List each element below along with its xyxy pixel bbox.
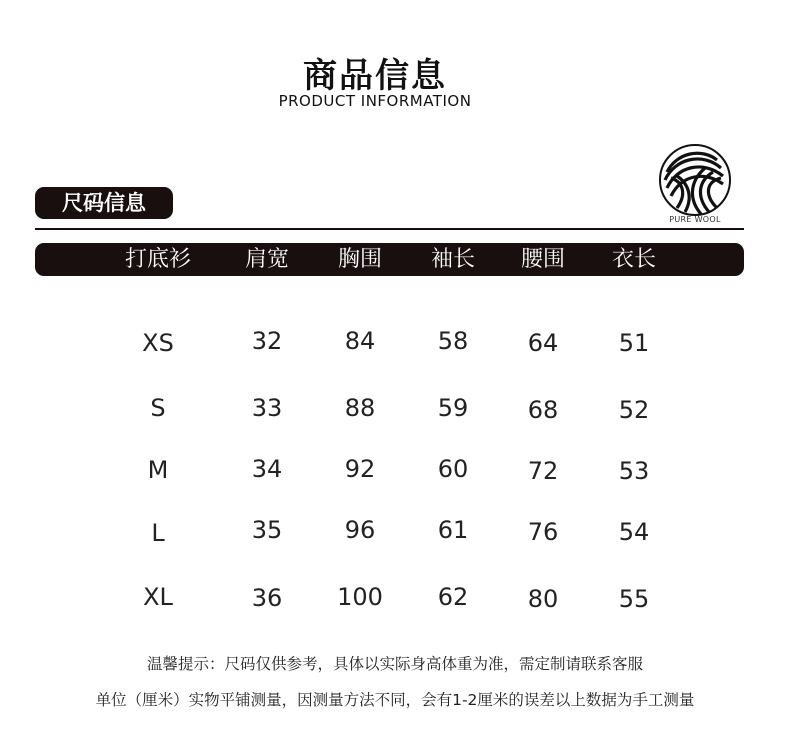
- waist-cell: 64: [527, 329, 559, 357]
- column-header-garment: 打底衫: [124, 247, 192, 272]
- shoulder-cell: 32: [251, 327, 283, 355]
- table-header: [35, 243, 744, 276]
- page-subtitle: PRODUCT INFORMATION: [278, 92, 472, 110]
- sleeve-cell: 59: [437, 394, 469, 422]
- sleeve-cell: 60: [437, 455, 469, 483]
- length-cell: 53: [618, 457, 650, 485]
- chest-cell: 100: [337, 583, 383, 611]
- column-header-shoulder: 肩宽: [244, 247, 290, 272]
- shoulder-cell: 33: [251, 394, 283, 422]
- measurement-note: 单位（厘米）实物平铺测量，因测量方法不同，会有1-2厘米的误差以上数据为手工测量: [95, 691, 695, 709]
- chest-cell: 84: [344, 327, 376, 355]
- length-cell: 55: [618, 585, 650, 613]
- chest-cell: 92: [344, 455, 376, 483]
- waist-cell: 80: [527, 585, 559, 613]
- column-header-sleeve: 袖长: [430, 247, 476, 272]
- sleeve-cell: 61: [437, 516, 469, 544]
- size-cell: M: [147, 456, 169, 484]
- length-cell: 51: [618, 329, 650, 357]
- column-header-chest: 胸围: [337, 247, 383, 272]
- waist-cell: 72: [527, 457, 559, 485]
- sleeve-cell: 62: [437, 583, 469, 611]
- chest-cell: 96: [344, 516, 376, 544]
- size-cell: XS: [142, 329, 174, 357]
- length-cell: 54: [618, 518, 650, 546]
- divider: [35, 228, 744, 230]
- size-cell: L: [151, 519, 165, 547]
- size-cell: S: [150, 394, 166, 422]
- sleeve-cell: 58: [437, 327, 469, 355]
- wool-ball-icon: [657, 142, 733, 226]
- page-title: 商品信息: [303, 56, 447, 96]
- notice-text: 温馨提示：尺码仅供参考，具体以实际身高体重为准，需定制请联系客服: [146, 655, 643, 673]
- waist-cell: 76: [527, 518, 559, 546]
- column-header-length: 衣长: [611, 247, 657, 272]
- chest-cell: 88: [344, 394, 376, 422]
- shoulder-cell: 35: [251, 516, 283, 544]
- column-header-waist: 腰围: [520, 247, 566, 272]
- waist-cell: 68: [527, 396, 559, 424]
- section-label: 尺码信息: [35, 187, 173, 219]
- shoulder-cell: 36: [251, 584, 283, 612]
- length-cell: 52: [618, 396, 650, 424]
- size-cell: XL: [143, 583, 173, 611]
- logo-text: PURE WOOL: [669, 215, 721, 224]
- shoulder-cell: 34: [251, 455, 283, 483]
